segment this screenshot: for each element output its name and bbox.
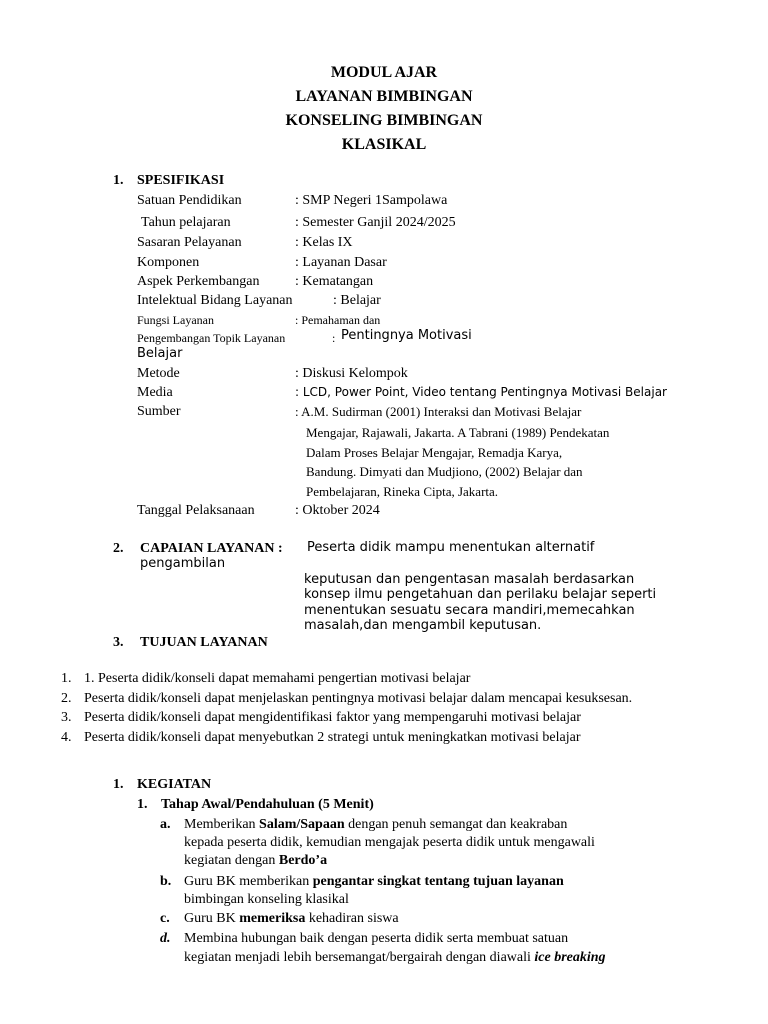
section-number: 1.: [113, 173, 124, 188]
spec-value: : Layanan Dasar: [295, 255, 387, 270]
spec-value: : Belajar: [333, 293, 381, 308]
sumber-continuation: Dalam Proses Belajar Mengajar, Remadja Karya,: [306, 445, 563, 460]
activity-line: kegiatan dengan Berdo’a: [184, 853, 328, 868]
spec-colon: :: [332, 331, 336, 345]
spec-value: : Pemahaman dan: [295, 313, 381, 327]
capaian-text: konsep ilmu pengetahuan dan perilaku belajar seperti: [304, 587, 657, 602]
spec-value: : Kelas IX: [295, 235, 353, 250]
spec-label: Pengembangan Topik Layanan: [137, 331, 286, 345]
title-line: LAYANAN BIMBINGAN: [295, 88, 473, 105]
capaian-text: masalah,dan mengambil keputusan.: [304, 618, 542, 633]
capaian-text: Peserta didik mampu menentukan alternatif: [307, 540, 595, 555]
title-line: KONSELING BIMBINGAN: [285, 112, 483, 129]
spec-label: Tahun pelajaran: [141, 215, 231, 230]
section-heading-capaian: CAPAIAN LAYANAN :: [140, 541, 283, 556]
activity-letter: a.: [160, 817, 171, 832]
section-heading-spesifikasi: SPESIFIKASI: [137, 173, 225, 188]
activity-line: Memberikan Salam/Sapaan dengan penuh semangat dan keakraban: [184, 817, 568, 832]
document-title: [0, 61, 768, 157]
subsection-number: 1.: [137, 797, 148, 812]
tujuan-number: 2.: [61, 691, 72, 706]
activity-line: Guru BK memberikan pengantar singkat tentang tujuan layanan: [184, 874, 564, 889]
title-line: KLASIKAL: [341, 136, 427, 153]
spec-label: Tanggal Pelaksanaan: [137, 503, 255, 518]
spec-value: : Diskusi Kelompok: [295, 366, 408, 381]
activity-line: Guru BK memeriksa kehadiran siswa: [184, 911, 399, 926]
spec-label: Intelektual Bidang Layanan: [137, 293, 293, 308]
activity-line: bimbingan konseling klasikal: [184, 892, 349, 907]
spec-value: : A.M. Sudirman (2001) Interaksi dan Motivasi Belajar: [295, 404, 582, 419]
tujuan-number: 4.: [61, 730, 72, 745]
tujuan-number: 1.: [61, 671, 72, 686]
title-line: MODUL AJAR: [330, 64, 438, 81]
spec-value: Pentingnya Motivasi: [341, 328, 472, 343]
spec-value: : LCD, Power Point, Video tentang Pentingnya Motivasi Belajar: [295, 385, 667, 399]
sumber-continuation: Mengajar, Rajawali, Jakarta. A Tabrani (1989) Pendekatan: [306, 425, 610, 440]
section-number: 3.: [113, 635, 124, 650]
spec-label: Fungsi Layanan: [137, 313, 214, 327]
spec-value: : Kematangan: [295, 274, 374, 289]
spec-label: Sumber: [137, 404, 181, 419]
section-number: 2.: [113, 541, 124, 556]
activity-letter: d.: [160, 931, 171, 946]
spec-label: Komponen: [137, 255, 200, 270]
activity-letter: c.: [160, 911, 170, 926]
tujuan-item: 1. Peserta didik/konseli dapat memahami pengertian motivasi belajar: [84, 671, 471, 686]
section-number: 1.: [113, 777, 124, 792]
subsection-heading: Tahap Awal/Pendahuluan (5 Menit): [161, 797, 374, 812]
spec-label: Media: [137, 385, 173, 400]
spec-value: : Oktober 2024: [295, 503, 380, 518]
capaian-text: keputusan dan pengentasan masalah berdasarkan: [304, 572, 635, 587]
spec-label: Satuan Pendidikan: [137, 193, 242, 208]
sumber-continuation: Pembelajaran, Rineka Cipta, Jakarta.: [306, 484, 499, 499]
spec-label: Metode: [137, 366, 180, 381]
spec-value: : Semester Ganjil 2024/2025: [295, 215, 456, 230]
spec-label: Aspek Perkembangan: [137, 274, 260, 289]
section-heading-tujuan: TUJUAN LAYANAN: [140, 635, 268, 650]
spec-value: : SMP Negeri 1Sampolawa: [295, 193, 448, 208]
sumber-continuation: Bandung. Dimyati dan Mudjiono, (2002) Belajar dan: [306, 464, 583, 479]
tujuan-item: Peserta didik/konseli dapat menyebutkan 2 strategi untuk meningkatkan motivasi belajar: [84, 730, 581, 745]
tujuan-number: 3.: [61, 710, 72, 725]
activity-line: kepada peserta didik, kemudian mengajak peserta didik untuk mengawali: [184, 835, 595, 850]
tujuan-item: Peserta didik/konseli dapat menjelaskan pentingnya motivasi belajar dalam mencapai kesuksesan.: [84, 691, 633, 706]
tujuan-item: Peserta didik/konseli dapat mengidentifikasi faktor yang mempengaruhi motivasi belajar: [84, 710, 581, 725]
spec-label: Sasaran Pelayanan: [137, 235, 242, 250]
section-heading-kegiatan: KEGIATAN: [137, 777, 212, 792]
activity-line: kegiatan menjadi lebih bersemangat/bergairah dengan diawali ice breaking: [184, 950, 606, 965]
spec-label: Belajar: [137, 346, 183, 361]
capaian-text: menentukan sesuatu secara mandiri,memecahkan: [304, 603, 635, 618]
activity-line: Membina hubungan baik dengan peserta didik serta membuat satuan: [184, 931, 569, 946]
activity-letter: b.: [160, 874, 172, 889]
capaian-text: pengambilan: [140, 556, 226, 571]
